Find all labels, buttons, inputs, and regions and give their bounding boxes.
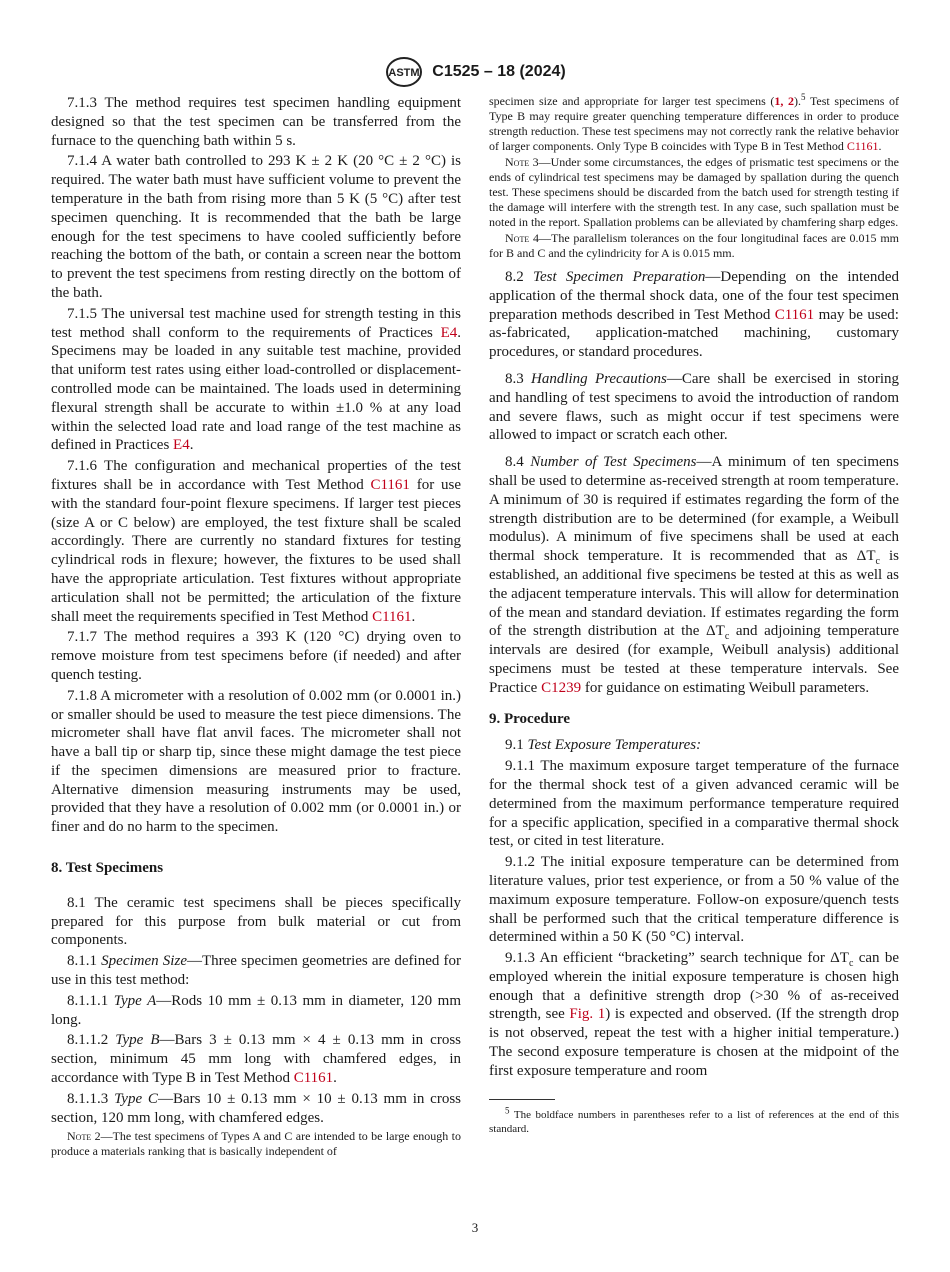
paragraph-8-1-1-1: 8.1.1.1 Type A—Rods 10 mm ± 0.13 mm in diameter, 120 mm long. [51,992,462,1028]
note-2-continued: specimen size and appropriate for larger test specimens (1, 2).$^5$ Test specimens of Type B may require greater quenching temperature differences in order to produce strength reduction. These test specimens may not correctly rank the relative behavior of larger components. Only Type B coincides with Type B in Test Method C1161. [489,92,900,153]
right-column [489,94,899,1138]
paragraph-8-1: 8.1 The ceramic test specimens shall be pieces specifically prepared for this purpose from bulk material or cut from components. [51,894,461,949]
paragraph-7-1-7: 7.1.7 The method requires a 393 K (120 °C) drying oven to remove moisture from test specimens before (if needed) and after quench testing. [51,629,461,683]
link-c1161[interactable]: C1161 [370,476,410,493]
link-c1161[interactable]: C1161 [372,608,412,625]
paragraph-7-1-8: 7.1.8 A micrometer with a resolution of 0.002 mm (or 0.0001 in.) or smaller should be used to measure the test piece dimensions. The micrometer shall have flat anvil faces. The micrometer shall not have a ball tip or sharp tip, since these might damage the test piece if the specimen dimensions are measured prior to fracture. Alternative dimension measuring instruments may be used, provided that they have a resolution of 0.002 mm (or 0.0001 in.) or finer and do no harm to the specimen. [51,687,461,836]
note-2: Note 2—The test specimens of Types A and C are intended to be large enough to produce a materials ranking that is basically independent of [51,1129,461,1159]
reference-link[interactable]: 1, 2 [774,94,795,108]
paragraph-7-1-5: 7.1.5 The universal test machine used for strength testing in this test method shall conform to the requirements of Practices E4. Specimens may be loaded in any suitable test machine, provided that uniform test rates using either load-controlled or displacement-controlled mode can be maintained. The loads used in determining flexural strength shall be accurate to within ±1.0 % at any load within the selected load rate and load range of the test machine as defined in Practices E4. [51,305,461,454]
paragraph-9-1-3: 9.1.3 An efficient “bracketing” search technique for $\Delta T_c$ can be employed wherein the initial exposure temperature is chosen high enough that a definitive strength drop (>30 % of as-received strength, see Fig. 1) is expected and observed. (If the strength drop is not observed, repeat the test with a higher initial temperature.) The second exposure temperature is chosen at the midpoint of the first exposure temperature and room [489,950,899,1079]
link-e4[interactable]: E4 [173,437,190,454]
paragraph-8-1-1-2: 8.1.1.2 Type B—Bars 3 ± 0.13 mm × 4 ± 0.13 mm in cross section, minimum 45 mm long with chamfered edges, in accordance with Type B in Test Method C1161. [51,1032,462,1087]
paragraph-8-2: 8.2 Test Specimen Preparation—Depending on the intended application of the thermal shock data, one of the four test specimen preparation methods described in Test Method C1161 may be used: as-fabricated, application-matched machining, customary procedures, or standard procedures. [489,269,900,361]
link-fig-1[interactable]: Fig. 1 [569,1006,606,1023]
paragraph-9-1-1: 9.1.1 The maximum exposure target temperature of the furnace for the thermal shock test of a given advanced ceramic will be determined from the maximum performance temperature required for a specific application, specified in a comparative thermal shock test, or cited in test literature. [489,758,899,850]
link-c1161[interactable]: C1161 [846,139,879,153]
link-c1239[interactable]: C1239 [541,679,582,696]
astm-logo-icon [384,56,424,88]
paragraph-7-1-6: 7.1.6 The configuration and mechanical properties of the test fixtures shall be in accordance with Test Method C1161 for use with the standard four-point flexure specimens. If larger test pieces (size A or C below) are employed, the test fixture shall be scaled accordingly. There are currently no standard fixtures for testing cylindrical rods in flexure; however, the fixtures to be used shall have the appropriate articulation. Test fixtures without appropriate articulation shall not be permitted; the articulation of the fixture shall meet the requirements specified in Test Method C1161. [51,458,461,625]
paragraph-8-1-1-3: 8.1.1.3 Type C—Bars 10 ± 0.13 mm × 10 ± 0.13 mm in cross section, 120 mm long, with chamfered edges. [51,1090,462,1126]
document-designation: C1525 – 18 (2024) [432,63,566,80]
section-heading-9: 9. Procedure [489,710,571,727]
footnote-divider [489,1099,555,1100]
left-column [51,94,461,1160]
link-c1161[interactable]: C1161 [774,306,815,323]
link-c1161[interactable]: C1161 [293,1070,334,1087]
paragraph-8-4: 8.4 Number of Test Specimens—A minimum of ten specimens shall be used to determine as-received strength at room temperature. A minimum of 30 is required if estimates regarding the form of the strength distribution are to be determined (for example, a Weibull modulus). A minimum of five specimens shall be used at each thermal shock temperature. It is recommended that as $\Delta T_c$ is established, an additional five specimens be tested at this as well as the adjacent temperature intervals. This will allow for determination of the mean and standard deviation. If estimates regarding the form of the strength distribution at the $\Delta T_c$ and adjoining temperature intervals are desired (for example, Weibull analysis) additional specimens must be tested at these temperature intervals. See Practice C1239 for guidance on estimating Weibull parameters. [489,454,899,696]
paragraph-7-1-4: 7.1.4 A water bath controlled to 293 K ± 2 K (20 °C ± 2 °C) is required. The water bath must have sufficient volume to prevent the temperature in the bath from rising more than 5 K (5 °C) after test specimen quenching. It is recommended that the bath be large enough for the test specimens to have cooled sufficiently before reaching the bottom of the bath, or contain a screen near the bottom to prevent the test specimens from resting directly on the bottom of the bath. [51,153,461,301]
section-heading-8: 8. Test Specimens [51,860,164,877]
page-number: 3 [471,1220,479,1235]
note-4: Note 4—The parallelism tolerances on the four longitudinal faces are 0.015 mm for B and C and the cylindricity for A is 0.015 mm. [489,231,899,260]
paragraph-9-1-2: 9.1.2 The initial exposure temperature can be determined from literature values, prior test experience, or from a 50 % value of the maximum exposure temperature. Follow-on exposure/quench tests shall be performed such that the critical temperature difference is determined within a 50 K (50 °C) interval. [489,854,899,946]
footnote-5: $^5$ The boldface numbers in parentheses refer to a list of references at the end of this standard. [489,1105,899,1135]
svg-text:ASTM: ASTM [388,67,420,79]
paragraph-9-1: 9.1 Test Exposure Temperatures: [505,737,702,754]
paragraph-7-1-3: 7.1.3 The method requires test specimen handling equipment designed so that the test specimen can be transferred from the furnace to the quenching bath within 5 s. [51,95,461,149]
link-e4[interactable]: E4 [440,324,458,341]
page-header [0,56,950,88]
note-3: Note 3—Under some circumstances, the edges of prismatic test specimens or the ends of cylindrical test specimens may be damaged by spallation during the quench test. These specimens should be discarded from the batch used for strength testing if the damage will interfere with the strength test. In any case, such spallation must be noted in the report. Spallation problems can be alleviated by chamfering sharp edges. [489,155,899,229]
paragraph-8-1-1: 8.1.1 Specimen Size—Three specimen geometries are defined for use in this test method: [51,953,462,989]
paragraph-8-3: 8.3 Handling Precautions—Care shall be exercised in storing and handling of test specimens to avoid the introduction of random and severe flaws, such as might occur if test specimens were allowed to impact or scratch each other. [489,370,899,444]
